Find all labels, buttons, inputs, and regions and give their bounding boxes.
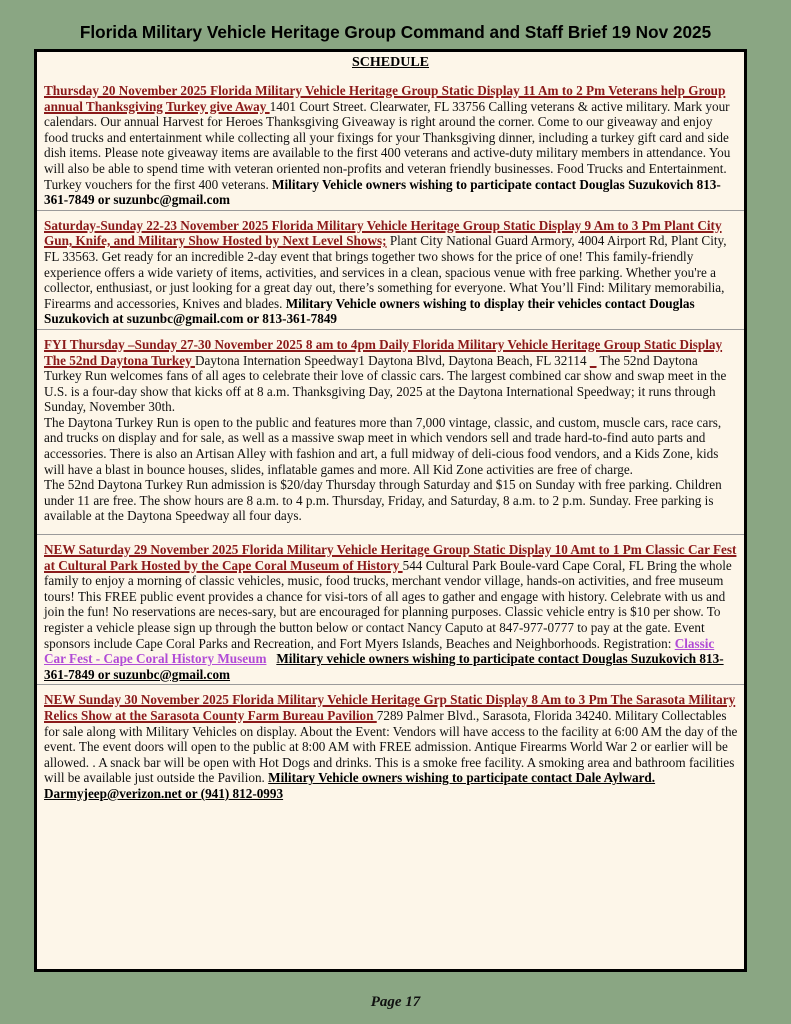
event-item — [44, 692, 738, 801]
schedule-heading: SCHEDULE — [351, 55, 430, 70]
event-divider — [37, 534, 744, 538]
event-divider — [37, 210, 744, 214]
event-divider — [37, 329, 744, 333]
event-body: Daytona Internation Speedway1 Daytona Blvd, Daytona Beach, FL 32114 — [194, 352, 590, 368]
event-item — [44, 542, 738, 682]
event-contact: Military vehicle owners wishing to participate contact Douglas Suzukovich 813-361-7849 or suzunbc@gmail.com — [44, 651, 724, 682]
event-title: FYI Thursday –Sunday 27-30 November 2025 8 am to 4pm Daily Florida Military Vehicle Heritage Group Static Display The 52nd Daytona Turkey — [44, 336, 723, 368]
page-header-title: Florida Military Vehicle Heritage Group Command and Staff Brief 19 Nov 2025 — [79, 22, 712, 42]
event-title: NEW Sunday 30 November 2025 Florida Military Vehicle Heritage Grp Static Display 8 Am to 3 Pm The Sarasota Military Relics Show at the Sarasota County Farm Bureau Pavilion — [44, 692, 736, 723]
event-item — [44, 83, 738, 208]
event-spacer-text — [266, 651, 276, 666]
registration-link[interactable]: Classic Car Fest - Cape Coral History Museum — [44, 635, 715, 667]
event-body: 7289 Palmer Blvd., Sarasota, Florida 34240. Military Collectables for sale along with Military Vehicles on display. About the Event: Vendors will have access to the facility at 6:00 AM the day of the event. The event doors will open to the public at 8:00 AM with FREE admission. Antique Firearms World War 2 or earlier will be allowed. . A snack bar will be open with Hot Dogs and drinks. This is a smoke free facility. A smoking area and bathroom facilities will be available just outside the Pavilion. — [44, 707, 738, 786]
event-title: Saturday-Sunday 22-23 November 2025 Florida Military Vehicle Heritage Group Static Display 9 Am to 3 Pm Plant City Gun, Knife, and Military Show Hosted by Next Level Shows; — [44, 217, 722, 249]
event-spacer — [44, 524, 738, 532]
event-underscore: _ — [589, 352, 597, 368]
page-number: Page 17 — [370, 994, 421, 1010]
event-body: Plant City National Guard Armory, 4004 Airport Rd, Plant City, FL 33563. Get ready for an incredible 2-day event that brings together two shows for the price of one! This family-friendly experience offers a wide variety of items, activities, and services in a clean, spacious venue with free parking. Whether you're a collector, enthusiast, or just looking for a great day out, there’s something for everyone. What You’ll Find: Military memorabilia, Firearms and accessories, Knives and blades. — [44, 233, 727, 311]
event-contact: Military Vehicle owners wishing to display their vehicles contact Douglas Suzukovich at suzunbc@gmail.com or 813-361-7849 — [44, 295, 695, 327]
event-paragraph: The 52nd Daytona Turkey Run admission is $20/day Thursday through Saturday and $15 on Sunday with free parking. Children under 11 are free. The show hours are 8 a.m. to 4 p.m. Thursday, Friday, and Saturday, 8 a.m. to 2 p.m. Sunday. Free parking is available at the Daytona Speedway all four days. — [44, 477, 722, 524]
event-paragraph: The Daytona Turkey Run is open to the public and features more than 7,000 vintage, classic, and custom, muscle cars, race cars, and trucks on display and for sale, as well as a massive swap meet in which vendors sell and trade hard-to-find auto parts and accessories. There is also an Artisan Alley with fashion and art, a full midway of deli-cious food vendors, and a Kids Zone, kids will have a blast in bounce houses, slides, inflatable games and more. All Kid Zone activities are free of charge. — [44, 414, 722, 477]
event-item — [44, 218, 738, 327]
event-contact: Military Vehicle owners wishing to participate contact Douglas Suzukovich 813-361-7849 or suzunbc@gmail.com — [44, 176, 721, 208]
event-body: 544 Cultural Park Boule-vard Cape Coral, FL Bring the whole family to enjoy a morning of classic vehicles, music, food trucks, merchant vendor village, hands-on activities, and free museum tours! This FREE public event provides a chance for visi-tors of all ages to gather and engage with history. Celebrate with us and join the fun! No reservations are neces-sary, but are encouraged for planning purposes. Classic vehicle entry is $10 per show. To register a vehicle please sign up through the button below or contact Nancy Caputo at 847-977-0777 to pay at the gate. Event sponsors include Cape Coral Parks and Recreation, and Fort Myers Islands, Beaches and Neighborhoods. Registration: — [44, 557, 732, 651]
event-title: Thursday 20 November 2025 Florida Military Vehicle Heritage Group Static Display 11 Am to 2 Pm Veterans help Group annual Thanksgiving Turkey give Away — [44, 83, 726, 114]
schedule-content — [37, 83, 744, 802]
event-title: NEW Saturday 29 November 2025 Florida Military Vehicle Heritage Group Static Display 10 Amt to 1 Pm Classic Car Fest at Cultural Park Hosted by the Cape Coral Museum of History — [44, 542, 737, 573]
schedule-panel — [34, 49, 747, 972]
event-divider — [37, 684, 744, 688]
event-body-continued: The 52nd Daytona Turkey Run welcomes fans of all ages to celebrate their love of classic cars. The largest combined car show and swap meet in the U.S. is a four-day show that kicks off at 8 a.m. Thanksgiving Day, 2025 at the Daytona International Speedway; it runs through Sunday, November 30th. — [44, 352, 727, 415]
event-item — [44, 337, 738, 415]
event-contact: Military Vehicle owners wishing to participate contact Dale Aylward. Darmyjeep@verizon.net or (941) 812-0993 — [44, 770, 656, 801]
event-body: 1401 Court Street. Clearwater, FL 33756 Calling veterans & active military. Mark your calendars. Our annual Harvest for Heroes Thanksgiving Giveaway is right around the corner. Come to our giveaway and enjoy food trucks and entertainment while collecting all your fixings for your Thanksgiving dinner, including a turkey gift card and side dish items. Please note giveaway items are available to the first 400 veterans and active-duty military members in attendance. You will also be able to spend time with veteran oriented non-profits and veteran friendly businesses. Food Trucks and Entertainment. Turkey vouchers for the first 400 veterans. — [44, 98, 731, 192]
